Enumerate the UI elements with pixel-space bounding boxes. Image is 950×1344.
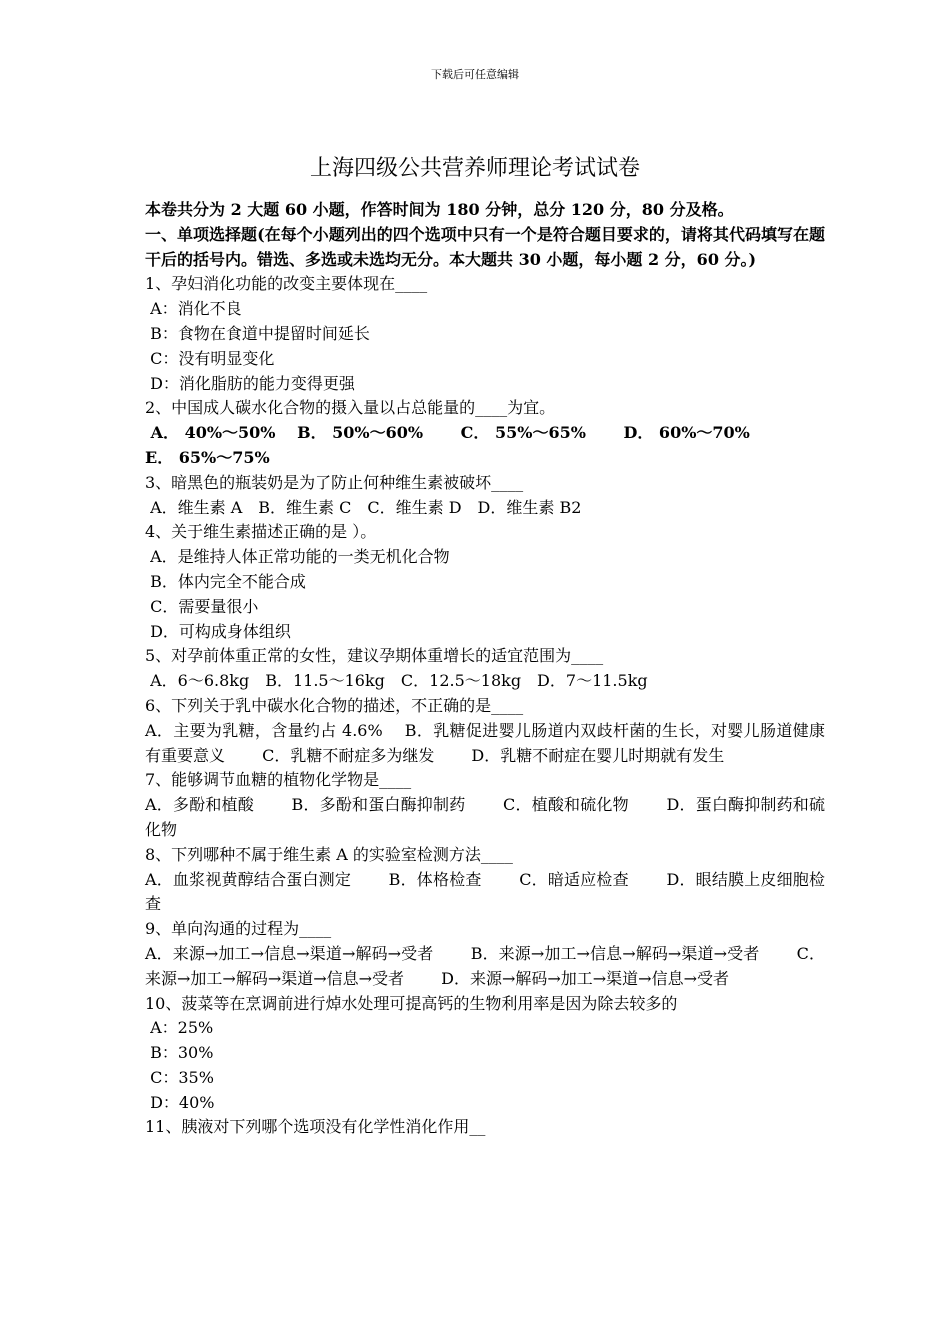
- document-body: [145, 198, 825, 1140]
- question-stem: 6、下列关于乳中碳水化合物的描述，不正确的是____: [145, 695, 524, 715]
- option-line: B：食物在食道中提留时间延长: [145, 323, 370, 343]
- option-line: D：消化脂肪的能力变得更强: [145, 373, 355, 393]
- option-line: B：30%: [145, 1043, 214, 1063]
- question-10: [145, 992, 825, 1116]
- question-stem: 11、胰液对下列哪个选项没有化学性消化作用__: [145, 1117, 486, 1137]
- question-11: [145, 1115, 825, 1140]
- question-stem: 9、单向沟通的过程为____: [145, 919, 332, 939]
- question-2: [145, 396, 825, 470]
- question-stem: 8、下列哪种不属于维生素 A 的实验室检测方法____: [145, 844, 513, 864]
- option-line: D．可构成身体组织: [145, 621, 291, 641]
- options-paragraph: A．主要为乳糖，含量约占 4.6% B．乳糖促进婴儿肠道内双歧杆菌的生长，对婴儿肠道健康有重要意义 C．乳糖不耐症多为继发 D．乳糖不耐症在婴儿时期就有发生: [145, 720, 825, 765]
- option-line: C：35%: [145, 1067, 214, 1087]
- options-paragraph: A．血浆视黄醇结合蛋白测定 B．体格检查 C．暗适应检查 D．眼结膜上皮细胞检查: [145, 869, 825, 914]
- page-title: 上海四级公共营养师理论考试试卷: [309, 156, 640, 181]
- question-stem: 10、菠菜等在烹调前进行焯水处理可提高钙的生物利用率是因为除去较多的: [145, 993, 678, 1013]
- options-paragraph: A．多酚和植酸 B．多酚和蛋白酶抑制药 C．植酸和硫化物 D．蛋白酶抑制药和硫化物: [145, 795, 825, 839]
- question-3: [145, 471, 825, 521]
- question-stem: 7、能够调节血糖的植物化学物是____: [145, 770, 412, 790]
- option-line: A：25%: [145, 1018, 214, 1038]
- question-5: [145, 644, 825, 694]
- option-line: C：没有明显变化: [145, 348, 275, 368]
- option-line: D：40%: [145, 1092, 215, 1112]
- option-line: A．是维持人体正常功能的一类无机化合物: [145, 547, 450, 567]
- option-line: B．体内完全不能合成: [145, 571, 306, 591]
- question-6: [145, 694, 825, 768]
- question-stem: 1、孕妇消化功能的改变主要体现在____: [145, 274, 428, 294]
- section-heading: 一、单项选择题(在每个小题列出的四个选项中只有一个是符合题目要求的，请将其代码填写在题干后的括号内。错选、多选或未选均无分。本大题共 30 小题，每小题 2 分，60 分。): [145, 224, 825, 269]
- question-1: [145, 272, 825, 396]
- question-7: [145, 768, 825, 842]
- options-paragraph: A．来源→加工→信息→渠道→解码→受者 B．来源→加工→信息→解码→渠道→受者 C．来源→加工→解码→渠道→信息→受者 D．来源→解码→加工→渠道→信息→受者: [145, 943, 825, 988]
- option-line: A． 40%～50% B． 50%～60% C． 55%～65% D． 60%～70%: [145, 423, 750, 443]
- question-stem: 4、关于维生素描述正确的是 ）。: [145, 522, 377, 542]
- header-note: 下载后可任意编辑: [431, 68, 519, 81]
- question-4: [145, 520, 825, 644]
- question-stem: 2、中国成人碳水化合物的摄入量以占总能量的____为宜。: [145, 398, 556, 418]
- option-line: A．6～6.8kg B．11.5～16kg C．12.5～18kg D．7～11.5kg: [145, 671, 648, 691]
- question-8: [145, 843, 825, 917]
- option-line: C．需要量很小: [145, 596, 259, 616]
- exam-intro: 本卷共分为 2 大题 60 小题，作答时间为 180 分钟，总分 120 分，80 分及格。: [145, 200, 734, 219]
- option-line: A．维生素 A B．维生素 C C．维生素 D D．维生素 B2: [145, 497, 582, 517]
- question-stem: 5、对孕前体重正常的女性，建议孕期体重增长的适宜范围为____: [145, 646, 604, 666]
- option-line: A：消化不良: [145, 299, 242, 319]
- option-line: E． 65%～75%: [145, 447, 270, 467]
- question-9: [145, 917, 825, 991]
- question-stem: 3、暗黑色的瓶装奶是为了防止何种维生素被破坏____: [145, 472, 524, 492]
